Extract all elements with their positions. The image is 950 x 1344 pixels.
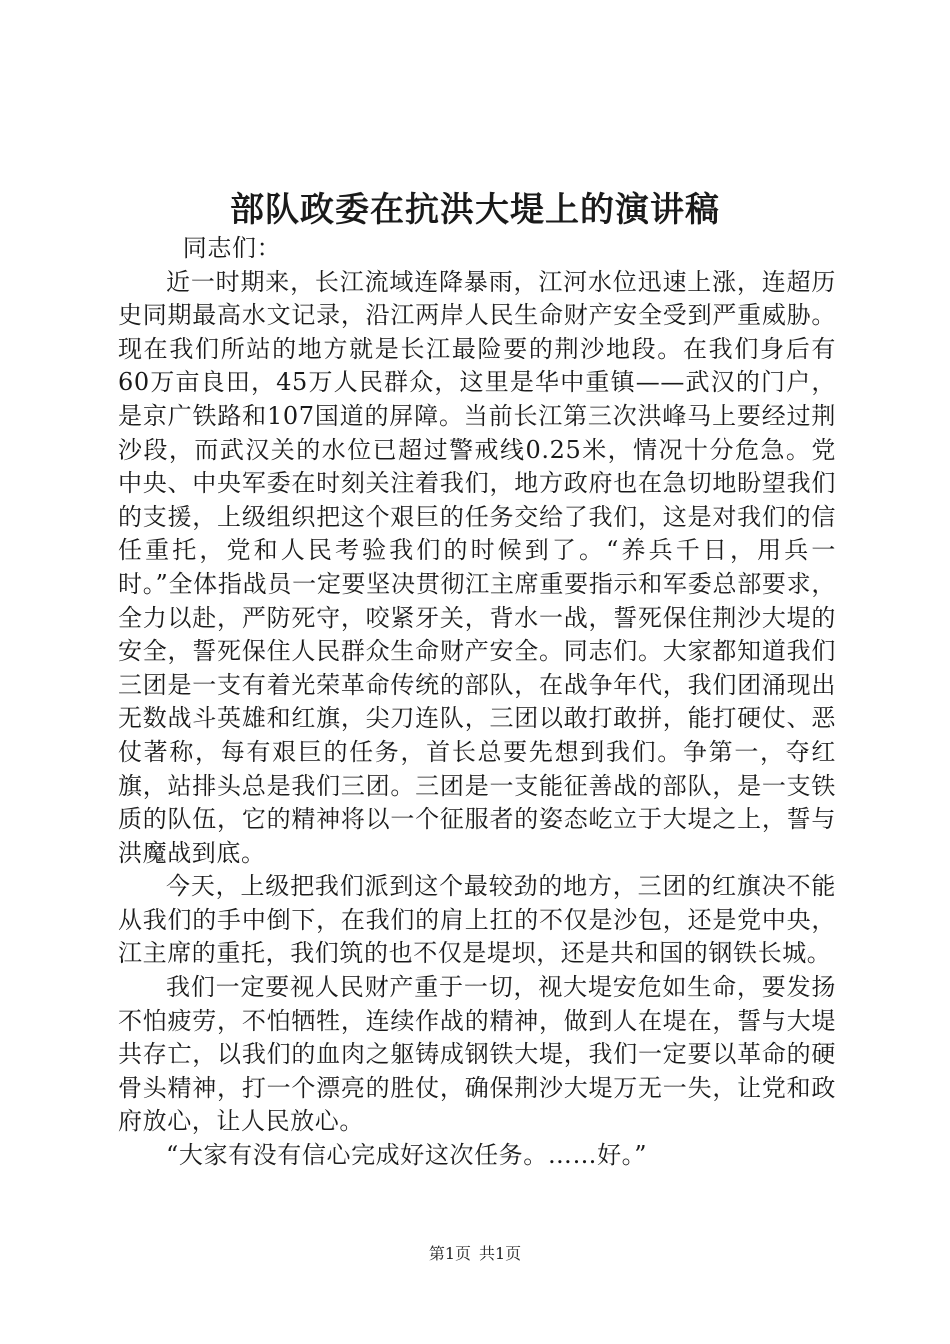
page-number: 第1页 (428, 1244, 471, 1263)
document-title: 部队政委在抗洪大堤上的演讲稿 (230, 190, 720, 230)
page-footer (0, 1242, 950, 1266)
paragraph-1: 近一时期来，长江流域连降暴雨，江河水位迅速上涨，连超历史同期最高水文记录，沿江两岸人民生命财产安全受到严重威胁。现在我们所站的地方就是长江最险要的荆沙地段。在我们身后有60万亩良田，45万人民群众，这里是华中重镇——武汉的门户，是京广铁路和107国道的屏障。当前长江第三次洪峰马上要经过荆沙段，而武汉关的水位已超过警戒线0.25米，情况十分危急。党中央、中央军委在时刻关注着我们，地方政府也在急切地盼望我们的支援，上级组织把这个艰巨的任务交给了我们，这是对我们的信任重托，党和人民考验我们的时候到了。“养兵千日，用兵一时。”全体指战员一定要坚决贯彻江主席重要指示和军委总部要求，全力以赴，严防死守，咬紧牙关，背水一战，誓死保住荆沙大堤的安全，誓死保住人民群众生命财产安全。同志们。大家都知道我们三团是一支有着光荣革命传统的部队，在战争年代，我们团涌现出无数战斗英雄和红旗，尖刀连队，三团以敢打敢拼，能打硬仗、恶仗著称，每有艰巨的任务，首长总要先想到我们。争第一，夺红旗，站排头总是我们三团。三团是一支能征善战的部队，是一支铁质的队伍，它的精神将以一个征服者的姿态屹立于大堤之上，誓与洪魔战到底。 (118, 267, 836, 867)
page-total: 共1页 (479, 1244, 522, 1263)
paragraph-3: 我们一定要视人民财产重于一切，视大堤安危如生命，要发扬不怕疲劳，不怕牺牲，连续作战的精神，做到人在堤在，誓与大堤共存亡，以我们的血肉之躯铸成钢铁大堤，我们一定要以革命的硬骨头精神，打一个漂亮的胜仗，确保荆沙大堤万无一失，让党和政府放心，让人民放心。 (118, 973, 836, 1136)
salutation: 同志们： (182, 234, 282, 262)
document-body (118, 232, 836, 1173)
paragraph-4: “大家有没有信心完成好这次任务。……好。” (166, 1141, 648, 1170)
paragraph-2: 今天，上级把我们派到这个最较劲的地方，三团的红旗决不能从我们的手中倒下，在我们的肩上扛的不仅是沙包，还是党中央，江主席的重托，我们筑的也不仅是堤坝，还是共和国的钢铁长城。 (118, 872, 836, 968)
